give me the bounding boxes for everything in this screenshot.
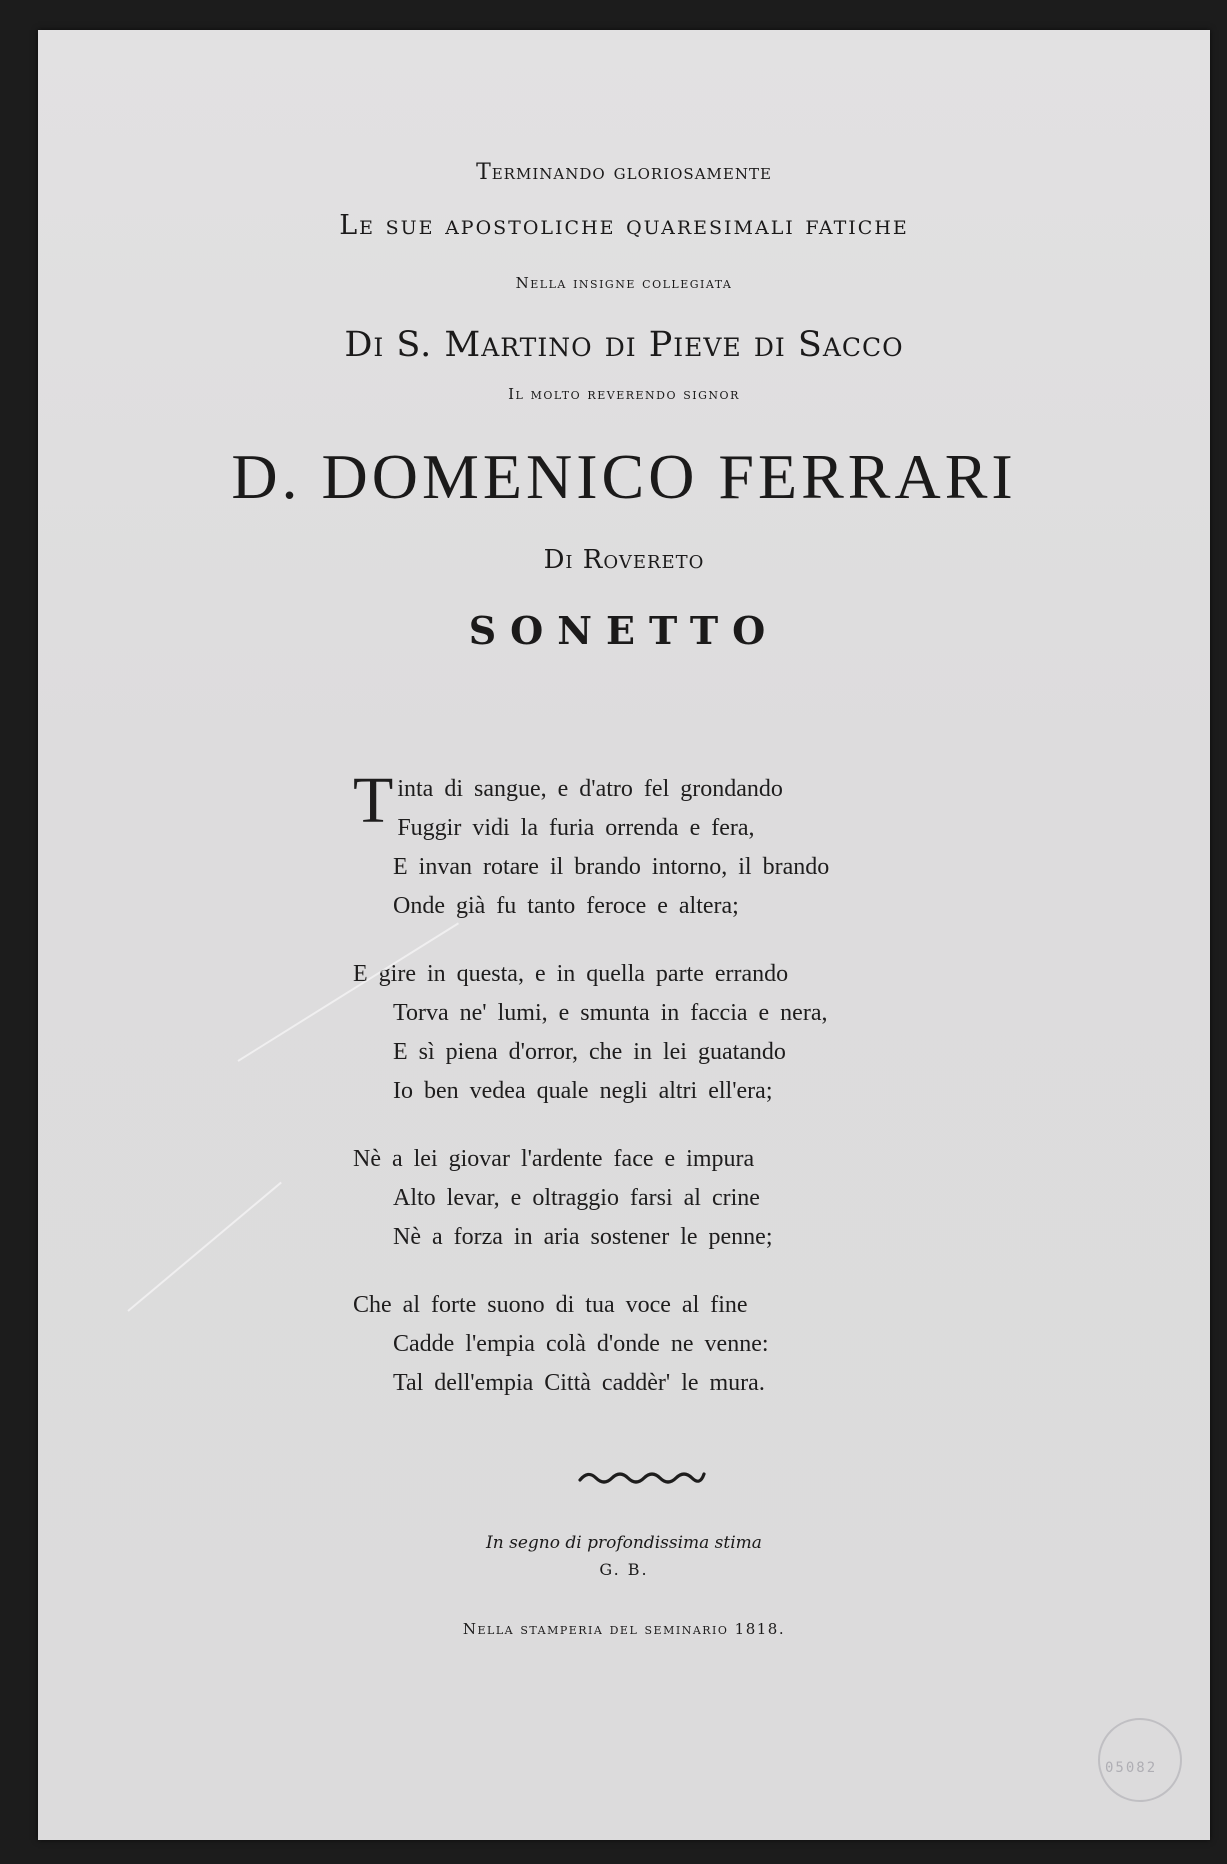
poem-line: Nè a forza in aria sostener le penne; bbox=[393, 1224, 773, 1250]
printer-imprint: Nella stamperia del seminario 1818. bbox=[462, 1620, 786, 1638]
poem-line: Tal dell'empia Città caddèr' le mura. bbox=[393, 1370, 765, 1396]
sonnet-body bbox=[353, 764, 993, 1432]
poem-line: inta di sangue, e d'atro fel grondando bbox=[397, 776, 783, 802]
poem-line: E sì piena d'orror, che in lei guatando bbox=[393, 1039, 786, 1065]
stanza-2 bbox=[353, 955, 993, 1111]
poem-line: Onde già fu tanto feroce e altera; bbox=[393, 893, 739, 919]
sonetto-title: SONETTO bbox=[468, 608, 780, 653]
poem-line: Torva ne' lumi, e smunta in faccia e nera, bbox=[393, 1000, 828, 1026]
poem-line: Che al forte suono di tua voce al fine bbox=[353, 1292, 748, 1318]
stanza-3 bbox=[353, 1140, 993, 1257]
library-stamp-number: 05082 bbox=[1105, 1760, 1158, 1776]
stanza-4 bbox=[353, 1286, 993, 1403]
poem-line: Cadde l'empia colà d'onde ne venne: bbox=[393, 1331, 769, 1357]
header-line-collegiata: Nella insigne collegiata bbox=[515, 274, 733, 292]
header-line-rovereto: Di Rovereto bbox=[543, 545, 705, 575]
poem-line: E invan rotare il brando intorno, il brando bbox=[393, 854, 830, 880]
author-initials: G. B. bbox=[599, 1560, 649, 1579]
header-line-fatiche: Le sue apostoliche quaresimali fatiche bbox=[339, 210, 909, 241]
stanza-1 bbox=[353, 764, 993, 926]
poem-line: Fuggir vidi la furia orrenda e fera, bbox=[397, 815, 755, 841]
header-line-pieve-di-sacco: Di S. Martino di Pieve di Sacco bbox=[344, 325, 904, 365]
header-line-terminando: Terminando gloriosamente bbox=[476, 160, 772, 185]
poem-line: E gire in questa, e in quella parte errando bbox=[353, 961, 789, 987]
drop-cap: T bbox=[353, 764, 394, 837]
poem-line: Io ben vedea quale negli altri ell'era; bbox=[393, 1078, 773, 1104]
header-line-reverendo: Il molto reverendo signor bbox=[508, 385, 740, 403]
dedication-line: In segno di profondissima stima bbox=[486, 1533, 762, 1553]
paper-crease bbox=[127, 1182, 281, 1312]
poem-line: Nè a lei giovar l'ardente face e impura bbox=[353, 1146, 755, 1172]
poem-line: Alto levar, e oltraggio farsi al crine bbox=[393, 1185, 760, 1211]
document-sheet bbox=[38, 30, 1210, 1840]
author-name-title: D. DOMENICO FERRARI bbox=[231, 441, 1017, 512]
wave-ornament bbox=[578, 1468, 706, 1486]
